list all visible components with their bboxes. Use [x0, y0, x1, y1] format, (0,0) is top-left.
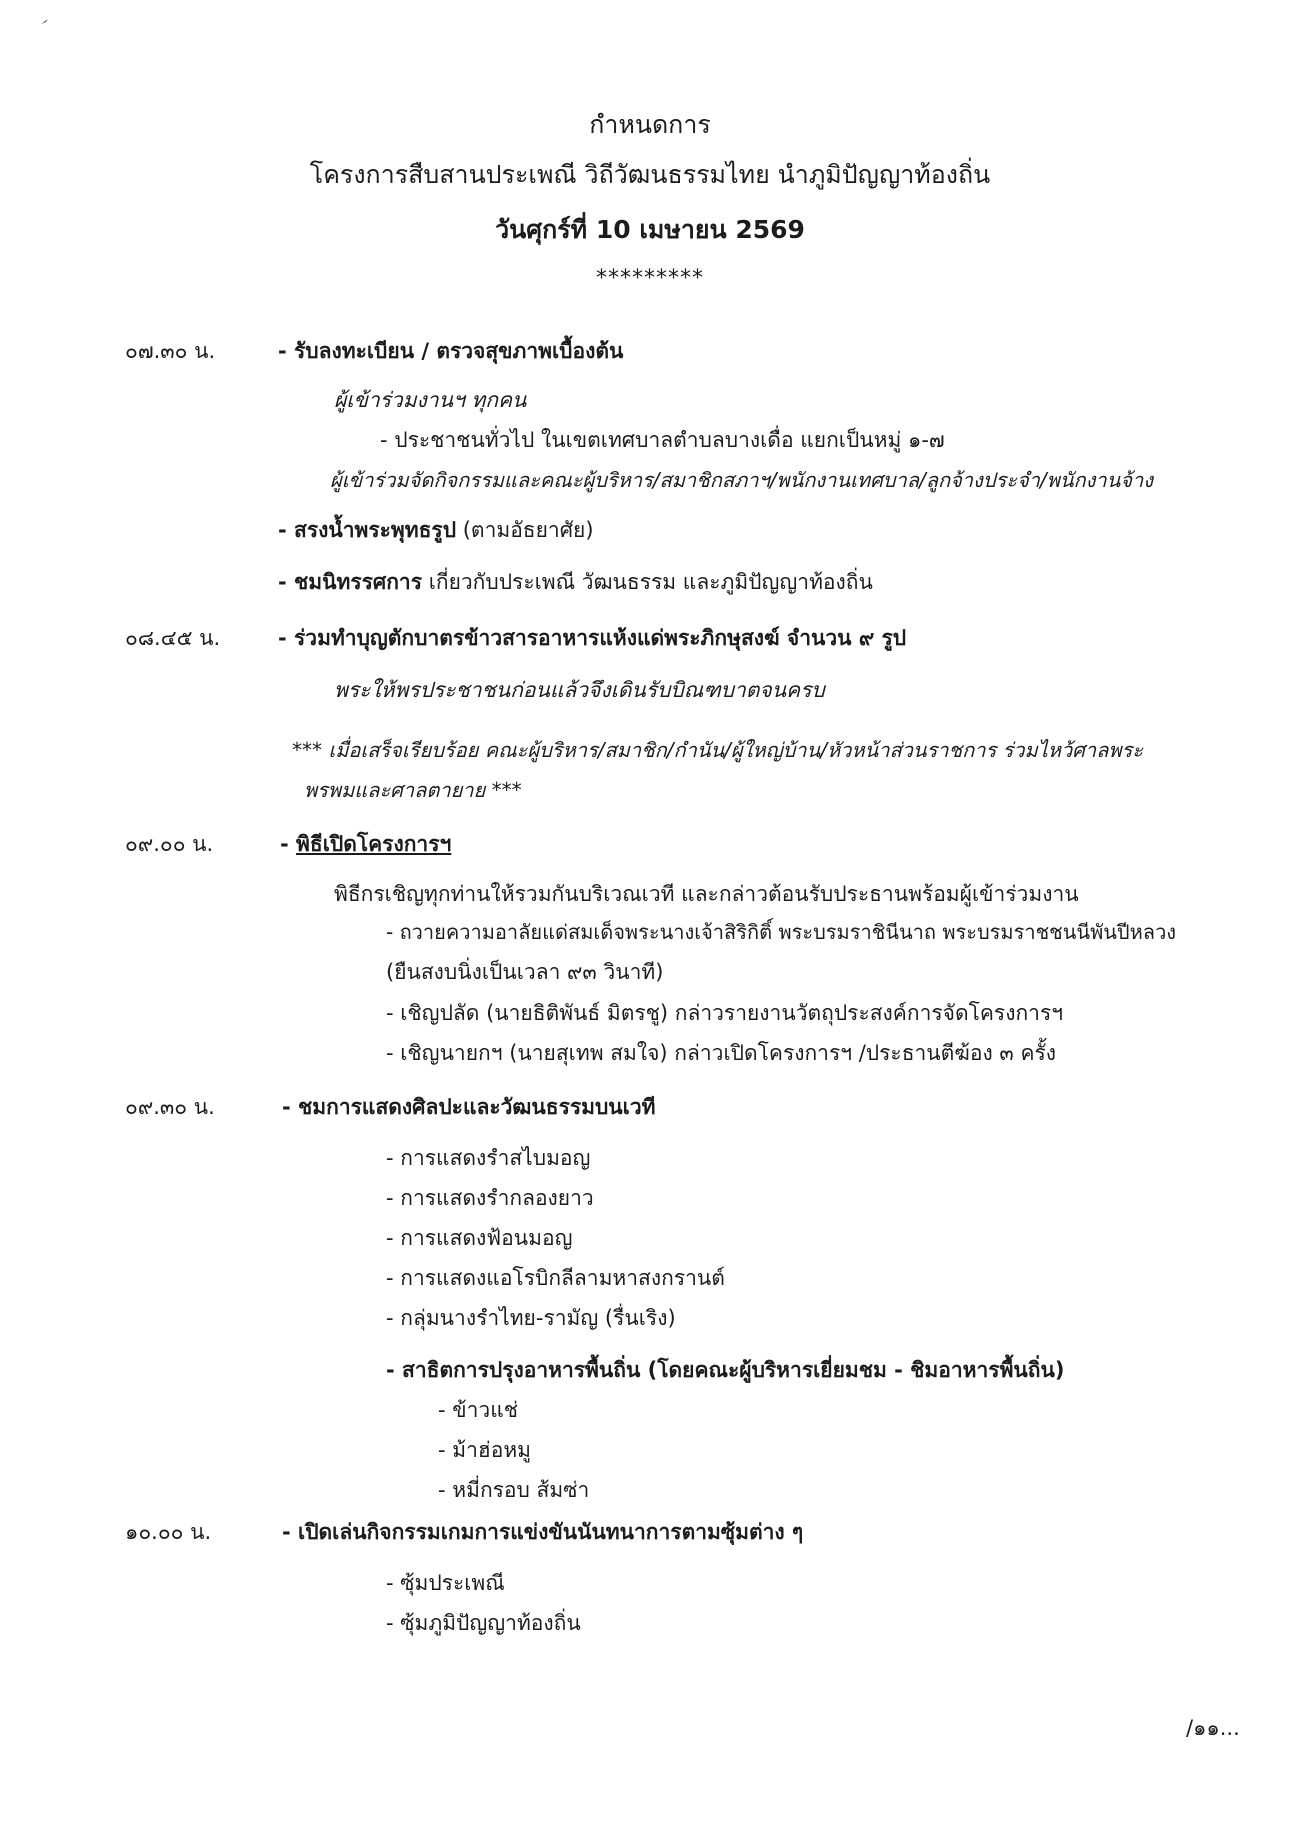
opening-ceremony-item	[280, 834, 451, 855]
registration-item: - รับลงทะเบียน / ตรวจสุขภาพเบื้องต้น	[278, 339, 624, 363]
time-label: ๐๘.๔๕ น.	[125, 626, 221, 650]
opening-dash: -	[280, 832, 289, 856]
show-item: - การแสดงรำสไบมอญ	[386, 1146, 591, 1170]
exhibition-item	[278, 572, 873, 593]
show-item: - การแสดงรำกลองยาว	[386, 1186, 594, 1210]
stage-show-item: - ชมการแสดงศิลปะและวัฒนธรรมบนเวที	[282, 1095, 656, 1119]
alms-giving-item: - ร่วมทำบุญตักบาตรข้าวสารอาหารแห้งแด่พระภิกษุสงฆ์ จำนวน ๙ รูป	[278, 626, 907, 650]
participants-all: ผู้เข้าร่วมงานฯ ทุกคน	[334, 388, 527, 412]
time-label: ๐๙.๐๐ น.	[125, 832, 214, 856]
mourning-step-line2: (ยืนสงบนิ่งเป็นเวลา ๙๓ วินาที)	[386, 960, 664, 984]
food-demo-title: - สาธิตการปรุงอาหารพื้นถิ่น (โดยคณะผู้บริหารเยี่ยมชม - ชิมอาหารพื้นถิ่น)	[386, 1358, 1065, 1382]
bathing-buddha-note: (ตามอัธยาศัย)	[462, 518, 594, 542]
food-item: - ข้าวแช่	[438, 1398, 518, 1422]
bathing-buddha-label: - สรงน้ำพระพุทธรูป	[278, 518, 457, 542]
opening-ceremony-label: พิธีเปิดโครงการฯ	[296, 832, 452, 856]
participants-staff: ผู้เข้าร่วมจัดกิจกรรมและคณะผู้บริหาร/สมาชิกสภาฯ/พนักงานเทศบาล/ลูกจ้างประจำ/พนักงานจ้าง	[330, 468, 1153, 492]
time-label: ๐๗.๓๐ น.	[125, 339, 216, 363]
show-item: - การแสดงแอโรบิกลีลามหาสงกรานต์	[386, 1266, 725, 1290]
event-date: วันศุกร์ที่ 10 เมษายน 2569	[495, 215, 805, 244]
continue-marker: /๑๑...	[1186, 1716, 1240, 1740]
project-name: โครงการสืบสานประเพณี วิถีวัฒนธรรมไทย นำภูมิปัญญาท้องถิ่น	[309, 160, 991, 189]
report-step: - เชิญปลัด (นายธิติพันธ์ มิตรชู) กล่าวรายงานวัตถุประสงค์การจัดโครงการฯ	[386, 1001, 1064, 1025]
show-item: - กลุ่มนางรำไทย-รามัญ (รื่นเริง)	[386, 1306, 676, 1330]
bathing-buddha-item	[278, 520, 594, 541]
opening-speech-step: - เชิญนายกฯ (นายสุเทพ สมใจ) กล่าวเปิดโครงการฯ /ประธานตีฆ้อง ๓ ครั้ง	[386, 1041, 1057, 1065]
booth-item: - ซุ้มภูมิปัญญาท้องถิ่น	[386, 1611, 581, 1635]
booth-item: - ซุ้มประเพณี	[386, 1571, 505, 1595]
alms-note: พระให้พรประชาชนก่อนแล้วจึงเดินรับบิณฑบาตจนครบ	[334, 678, 825, 702]
food-item: - หมี่กรอบ ส้มซ่า	[438, 1478, 590, 1502]
separator: *********	[596, 266, 704, 291]
food-item: - ม้าฮ่อหมู	[438, 1438, 532, 1462]
page-title: กำหนดการ	[589, 110, 711, 139]
time-label: ๑๐.๐๐ น.	[125, 1520, 212, 1544]
shrine-note-line1: *** เมื่อเสร็จเรียบร้อย คณะผู้บริหาร/สมาชิก/กำนัน/ผู้ใหญ่บ้าน/หัวหน้าส่วนราชการ ร่วมไหว้ศาลพระ	[292, 738, 1144, 762]
participants-public: - ประชาชนทั่วไป ในเขตเทศบาลตำบลบางเดื่อ แยกเป็นหมู่ ๑-๗	[380, 428, 945, 452]
show-item: - การแสดงฟ้อนมอญ	[386, 1226, 573, 1250]
scan-mark-icon	[40, 18, 49, 25]
games-item: - เปิดเล่นกิจกรรมเกมการแข่งขันนันทนาการตามซุ้มต่าง ๆ	[282, 1520, 804, 1544]
opening-intro: พิธีกรเชิญทุกท่านให้รวมกันบริเวณเวที และกล่าวต้อนรับประธานพร้อมผู้เข้าร่วมงาน	[334, 882, 1079, 906]
mourning-step-line1: - ถวายความอาลัยแด่สมเด็จพระนางเจ้าสิริกิติ์ พระบรมราชินีนาถ พระบรมราชชนนีพันปีหลวง	[386, 920, 1177, 944]
shrine-note-line2: พรพมและศาลตายาย ***	[304, 778, 522, 802]
exhibition-note: เกี่ยวกับประเพณี วัฒนธรรม และภูมิปัญญาท้องถิ่น	[428, 570, 873, 594]
time-label: ๐๙.๓๐ น.	[125, 1095, 215, 1119]
exhibition-label: - ชมนิทรรศการ	[278, 570, 422, 594]
